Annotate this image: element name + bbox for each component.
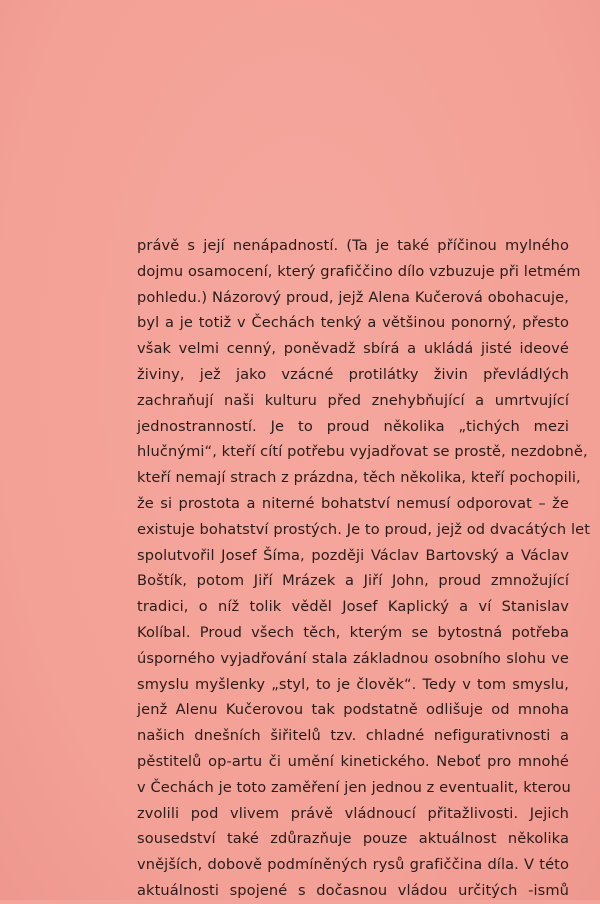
text-line: smyslu myšlenky „styl, to je člověk“. Tedy v tom smyslu,	[137, 675, 569, 693]
text-line: právě s její nenápadností. (Ta je také příčinou mylného	[137, 237, 569, 254]
text-line: pěstitelů op-artu či umění kinetického. Neboť pro mnohé	[137, 752, 569, 770]
text-line: Kolíbal. Proud všech těch, kterým se bytostná potřeba	[137, 623, 569, 641]
text-line: dojmu osamocení, který grafiččino dílo vzbuzuje při letmém	[137, 262, 581, 280]
text-line: Boštík, potom Jiří Mrázek a Jiří John, proud zmnožující	[137, 572, 569, 590]
text-line: zachraňují naši kulturu před znehybňující a umrtvující	[137, 391, 569, 409]
text-line: našich dnešních šiřitelů tzv. chladné nefigurativnosti a	[137, 727, 569, 745]
text-line: byl a je totiž v Čechách tenký a většinou ponorný, přesto	[137, 314, 569, 332]
text-line: aktuálnosti spojené s dočasnou vládou určitých -ismů	[137, 881, 569, 899]
text-line: však velmi cenný, poněvadž sbírá a ukládá jisté ideové	[137, 340, 569, 358]
text-line: že si prostota a niterné bohatství nemusí odporovat – že	[137, 494, 569, 512]
text-line: zvolili pod vlivem právě vládnoucí přitažlivosti. Jejich	[137, 804, 569, 822]
text-line: jenž Alenu Kučerovou tak podstatně odlišuje od mnoha	[137, 701, 569, 719]
text-line: vnějších, dobově podmíněných rysů grafiččina díla. V této	[137, 856, 569, 874]
text-line: živiny, jež jako vzácné protilátky živin převládlých	[137, 365, 569, 383]
text-line: jednostranností. Je to proud několika „tichých mezi	[137, 417, 569, 435]
text-line: úsporného vyjadřování stala základnou osobního slohu ve	[137, 649, 569, 667]
text-line: kteří nemají strach z prázdna, těch několika, kteří pochopili,	[137, 469, 581, 487]
text-line: tradici, o níž tolik věděl Josef Kaplický a ví Stanislav	[137, 598, 569, 616]
text-line: spolutvořil Josef Šíma, později Václav Bartovský a Václav	[137, 546, 569, 564]
text-line: hlučnými“, kteří cítí potřebu vyjadřovat se prostě, nezdobně,	[137, 443, 588, 461]
text-line: pohledu.) Názorový proud, jejž Alena Kučerová obohacuje,	[137, 288, 569, 306]
text-line: existuje bohatství prostých. Je to proud, jejž od dvacátých let	[137, 520, 591, 538]
text-line: sousedství také zdůrazňuje pouze aktuálnost několika	[137, 830, 569, 848]
body-text	[137, 233, 591, 904]
text-line: v Čechách je toto zaměření jen jednou z eventualit, kterou	[137, 778, 571, 796]
